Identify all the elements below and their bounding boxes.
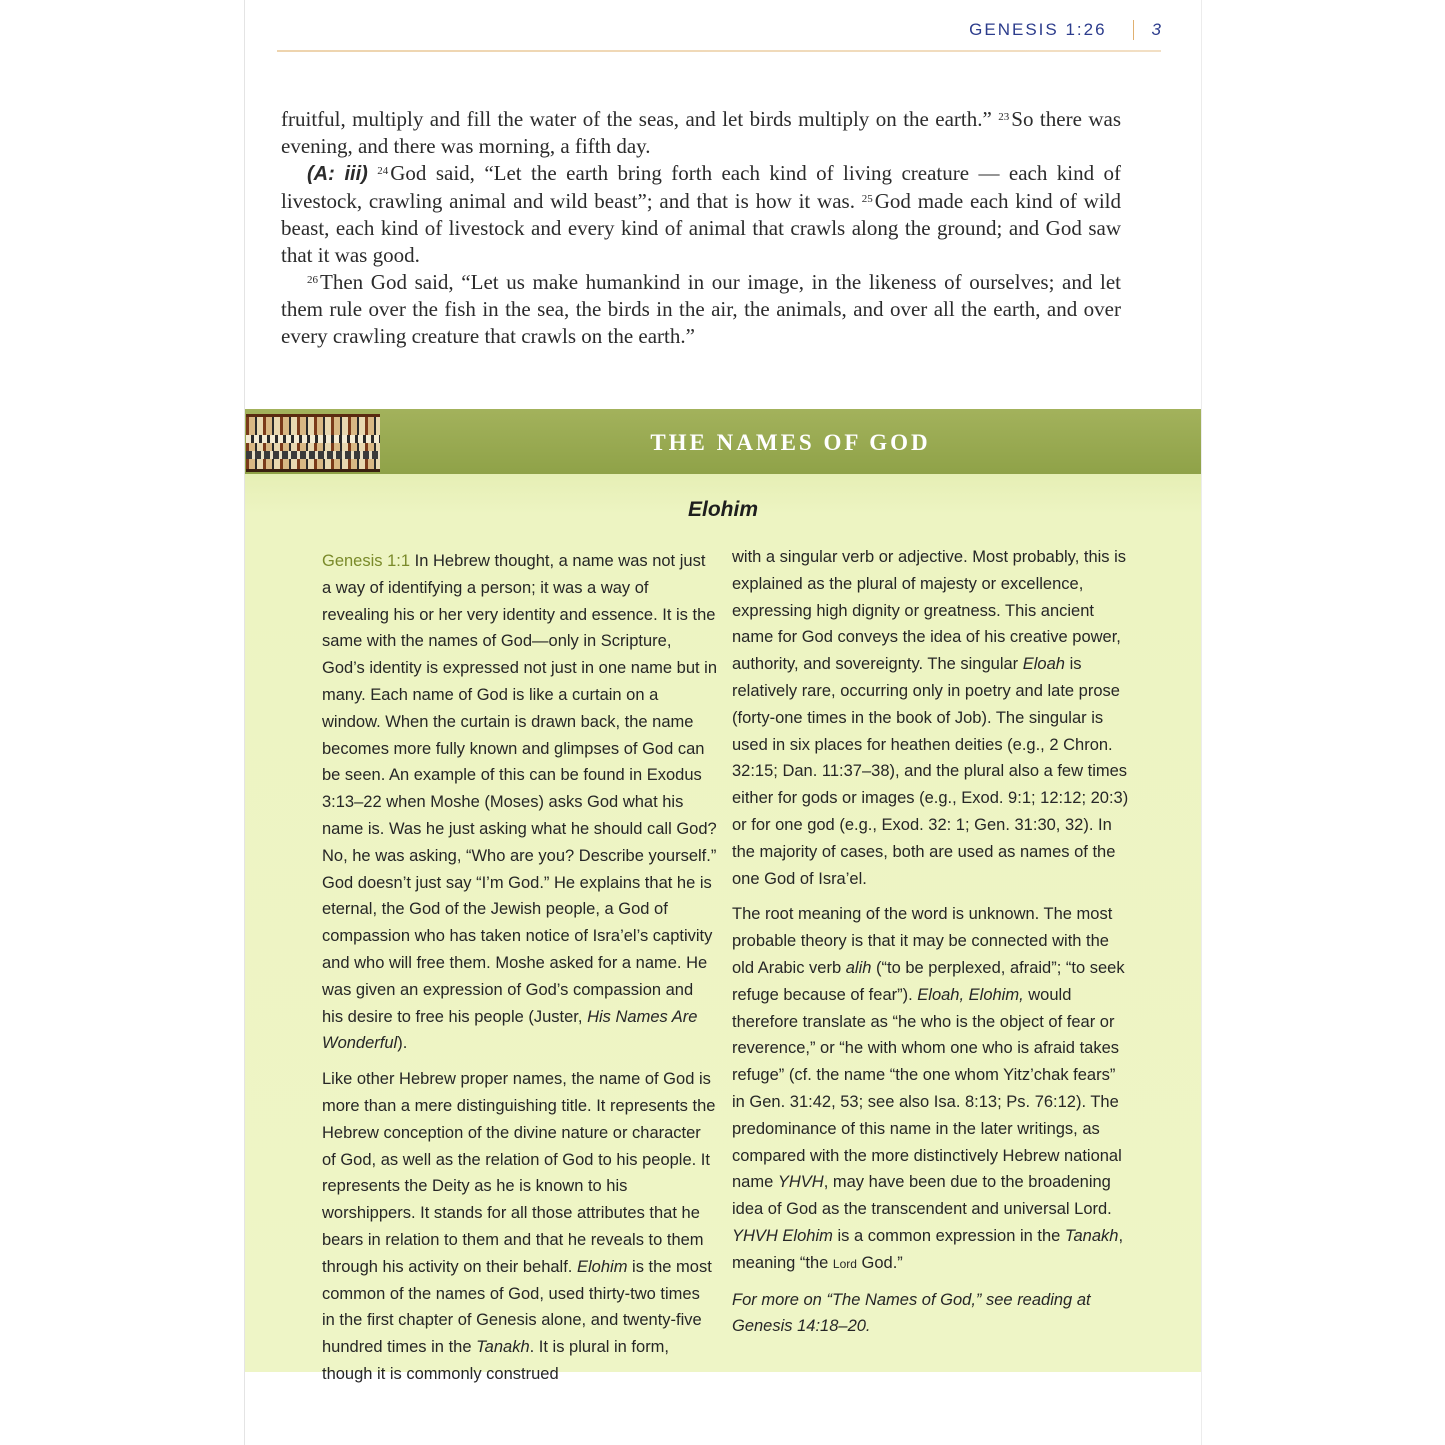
sidebar-paragraph (322, 548, 717, 1057)
verse-number: 25 (861, 193, 873, 205)
paragraph-text: , meaning “the (732, 1226, 1124, 1272)
emphasis: Tanakh (1064, 1226, 1119, 1245)
scripture-reference: Genesis 1:1 (322, 552, 411, 570)
paragraph-text: In Hebrew thought, a name was not just a way of identifying a person; it was a way of revealing his or her very identity and essence. It is the same with the names of God—only in Scripture, God’s identity is expressed not just in one name but in many. Each name of God is like a curtain on a window. When the curtain is drawn back, the name becomes more fully known and glimpses of God can be seen. An example of this can be found in Exodus 3:13–22 when Moshe (Moses) asks God what his name is. Was he just asking what he should call God? No, he was asking, “Who are you? Describe yourself.” God doesn’t just say “I’m God.” He explains that he is eternal, the God of the Jewish people, a God of compassion who has taken notice of Isra’el’s captivity and who will free them. Moshe asked for a name. He was given an expression of God’s compassion and his desire to free his people (Juster, (322, 552, 718, 1026)
verse-number: 24 (377, 165, 389, 177)
emphasis: YHVH (777, 1173, 824, 1192)
paragraph-text: God.” (861, 1253, 903, 1272)
paragraph-text: (“to be perplexed, afraid”; “to seek refuge because of fear”). (732, 958, 1125, 1004)
sidebar-title: THE NAMES OF GOD (650, 430, 931, 455)
verse-24: God said, “Let the earth bring forth each kind of living creature — each kind of livestock, crawling animal and wild beast”; and that is how it was. (281, 161, 1122, 213)
emphasis: YHVH Elohim (732, 1226, 833, 1245)
page-number: 3 (1151, 20, 1161, 39)
verse-number: 26 (307, 274, 318, 286)
emphasis: Eloah, Elohim, (917, 985, 1024, 1004)
book-title: His Names Are Wonderful (322, 1007, 698, 1053)
verse-26: Then God said, “Let us make humankind in our image, in the likeness of ourselves; and let them rule over the fish in the sea, the birds in the air, the animals, and over all the earth, and over every crawling creature that crawls on the earth.” (281, 270, 1121, 348)
sidebar-right-column (732, 544, 1132, 1349)
sidebar-subtitle: Elohim (687, 498, 758, 521)
scripture-paragraph-1 (281, 106, 1121, 160)
paragraph-text: is relatively rare, occurring only in poetry and late prose (forty-one times in the book of Job). The singular is used in six places for heathen deities (e.g., 2 Chron. 32:15; Dan. 11:37–38), and the plural also a few times either for gods or images (e.g., Exod. 9:1; 12:12; 20:3) or for one god (e.g., Exod. 32: 1; Gen. 31:30, 32). In the majority of cases, both are used as names of the one God of Isra’el. (732, 655, 1129, 888)
emphasis: Elohim (577, 1257, 628, 1276)
paragraph-text: ). (397, 1034, 408, 1053)
running-head-reference: GENESIS 1:26 (969, 20, 1107, 39)
sidebar-paragraph (732, 901, 1132, 1277)
verse-25: God made each kind of wild beast, each kind of livestock and every kind of animal that crawls along the ground; and God saw that it was good. (281, 189, 1121, 267)
paragraph-text: , may have been due to the broadening idea of God as the transcendent and universal Lord. (732, 1173, 1112, 1219)
running-head-separator (1133, 20, 1134, 40)
scripture-paragraph-3 (281, 269, 1121, 350)
paragraph-text: would therefore translate as “he who is the object of fear or reverence,” or “he with whom one who is afraid takes refuge” (cf. the name “the one whom Yitz’chak fears” in Gen. 31:42, 53; see also Isa. 8:13; Ps. 76:12). The predominance of this name in the later writings, as compared with the more distinctively Hebrew national name (732, 985, 1122, 1192)
paragraph-text: is a common expression in the (837, 1226, 1061, 1245)
sidebar-paragraph (732, 544, 1132, 892)
outline-marker: (A: iii) (307, 163, 368, 185)
paragraph-text: Like other Hebrew proper names, the name of God is more than a mere distinguishing title. It represents the Hebrew conception of the divine nature or character of God, as well as the relation of God to his people. It represents the Deity as he is known to his worshippers. It stands for all those attributes that he bears in relation to them and that he reveals to them through his activity on their behalf. (322, 1070, 716, 1276)
emphasis: alih (845, 958, 872, 977)
emphasis: Tanakh (476, 1338, 530, 1357)
cross-reference-note: For more on “The Names of God,” see reading at Genesis 14:18–20. (732, 1290, 1091, 1336)
emphasis: Eloah (1022, 655, 1065, 674)
sidebar-left-column (322, 548, 717, 1397)
header-rule (277, 50, 1161, 52)
paragraph-text: The root meaning of the word is unknown. The most probable theory is that it may be connected with the old Arabic verb (732, 905, 1113, 977)
verse-23: So there was evening, and there was morning, a fifth day. (281, 107, 1122, 158)
verse-number: 23 (998, 111, 1010, 123)
decorative-border-ornament (246, 414, 380, 472)
verse-22-end: fruitful, multiply and fill the water of the seas, and let birds multiply on the earth.” (281, 107, 992, 131)
running-head (969, 20, 1161, 40)
sidebar-paragraph (322, 1066, 717, 1388)
small-caps-lord: Lord (832, 1256, 857, 1271)
paragraph-text: . It is plural in form, though it is commonly construed (322, 1338, 670, 1383)
scripture-paragraph-2 (281, 160, 1121, 269)
paragraph-text: with a singular verb or adjective. Most probably, this is explained as the plural of majesty or excellence, expressing high dignity or greatness. This ancient name for God conveys the idea of his creative power, authority, and sovereignty. The singular (732, 548, 1127, 674)
book-page (244, 0, 1202, 1445)
scripture-text (281, 106, 1121, 350)
paragraph-text: is the most common of the names of God, used thirty-two times in the first chapter of Genesis alone, and twenty-five hundred times in the (322, 1257, 712, 1357)
